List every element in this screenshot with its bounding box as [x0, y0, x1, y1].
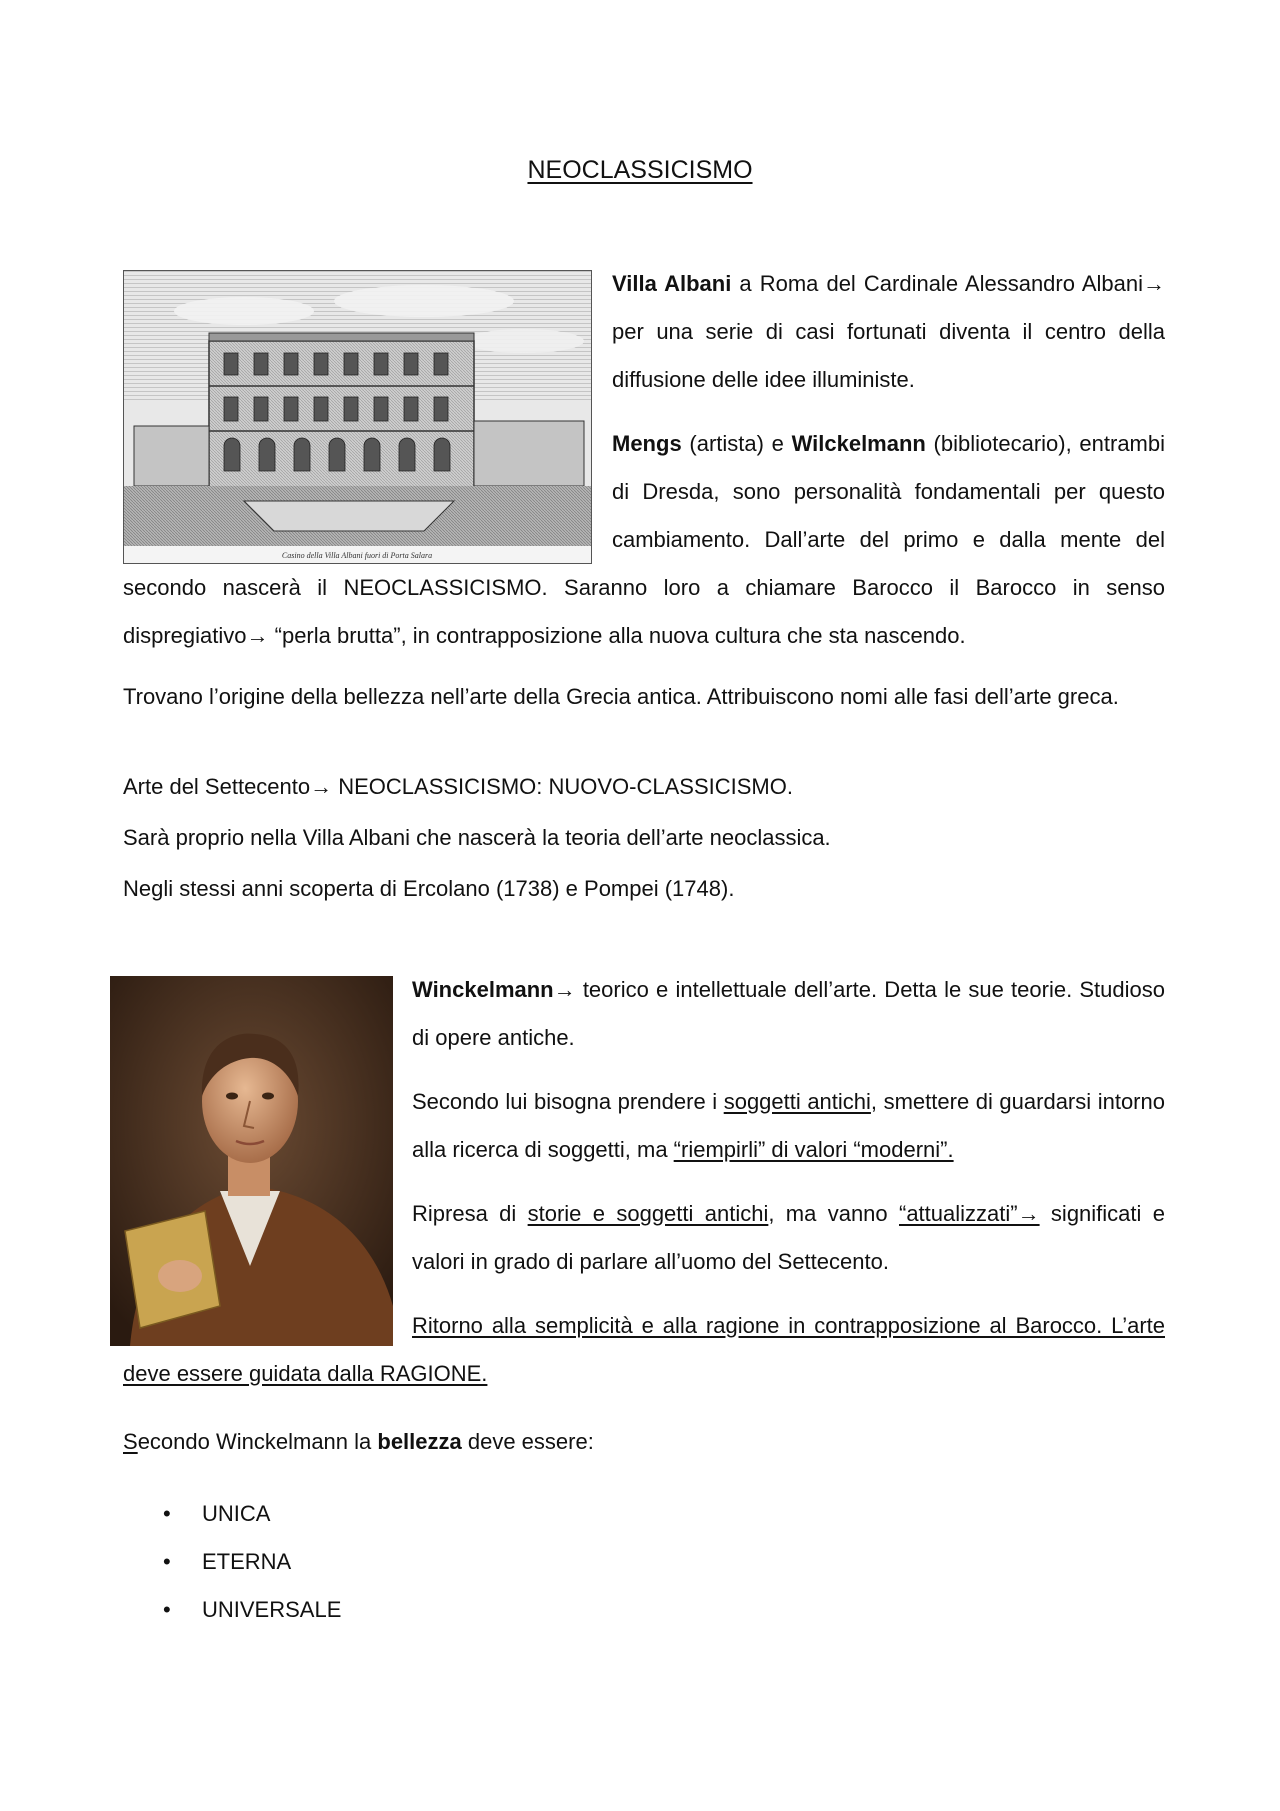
- p2-text-b: , smettere di guardarsi intorno alla ricerca di soggetti, ma: [412, 1089, 1165, 1162]
- list-item-label: UNIVERSALE: [202, 1597, 342, 1622]
- ercolano-paragraph: Negli stessi anni scoperta di Ercolano (1738) e Pompei (1748).: [123, 876, 735, 901]
- p2-underlined-2: “riempirli” di valori “moderni”.: [673, 1137, 954, 1162]
- winckelmann-intro-text: teorico e intellettuale dell’arte. Detta le sue teorie. Studioso di opere antiche.: [412, 977, 1165, 1050]
- p3-text-c: significati e valori in grado di parlare all’uomo del Settecento.: [412, 1201, 1165, 1274]
- bullet-icon: •: [163, 1549, 171, 1574]
- beauty-first-letter: S: [123, 1429, 138, 1454]
- mengs-mid: (artista) e: [681, 431, 792, 456]
- p3-underlined-2: “attualizzati”→: [899, 1201, 1040, 1226]
- winckelmann-portrait: [110, 976, 393, 1346]
- villa-albani-engraving: [123, 270, 592, 564]
- p2-text-a: Secondo lui bisogna prendere i: [412, 1089, 724, 1114]
- list-item: [160, 1586, 341, 1634]
- p3-text-b: , ma vanno: [768, 1201, 899, 1226]
- beauty-list: [160, 1490, 341, 1634]
- document-title: NEOCLASSICISMO: [527, 156, 753, 184]
- p3-underlined-1: storie e soggetti antichi: [527, 1201, 769, 1226]
- p3-text-a: Ripresa di: [412, 1201, 528, 1226]
- list-item-label: ETERNA: [202, 1549, 292, 1574]
- wilckelmann-name: Wilckelmann: [791, 431, 926, 456]
- villa-name: Villa Albani: [612, 271, 732, 296]
- beauty-paragraph: [123, 1425, 1165, 1459]
- engraving-caption: Casino della Villa Albani fuori di Porta Salara: [281, 551, 433, 560]
- villa-text: a Roma del Cardinale Alessandro Albani→ per una serie di casi fortunati diventa il centro della diffusione delle idee illuministe.: [612, 271, 1165, 392]
- winckelmann-reason-paragraph: Ritorno alla semplicità e alla ragione in contrapposizione al Barocco. L’arte deve essere guidata dalla RAGIONE.: [123, 1313, 1165, 1386]
- winckelmann-section: [123, 966, 1165, 1398]
- winckelmann-name: Winckelmann→: [412, 977, 576, 1002]
- bullet-icon: •: [163, 1501, 171, 1526]
- villa-albani-section: [123, 260, 1165, 660]
- villa-theory-paragraph: Sarà proprio nella Villa Albani che nascerà la teoria dell’arte neoclassica.: [123, 825, 831, 850]
- list-item: [160, 1490, 341, 1538]
- mengs-text: (bibliotecario), entrambi di Dresda, sono personalità fondamentali per questo cambiamento. Dall’arte del primo e dalla mente del secondo nascerà il NEOCLASSICISMO. Saranno loro a chiamare Barocco il Barocco in senso dispregiativo→ “perla brutta”, in contrapposizione alla nuova cultura che sta nascendo.: [123, 431, 1165, 648]
- settecento-paragraph: Arte del Settecento→ NEOCLASSICISMO: NUOVO-CLASSICISMO.: [123, 774, 793, 799]
- list-item-label: UNICA: [202, 1501, 271, 1526]
- p2-underlined-1: soggetti antichi: [723, 1089, 871, 1114]
- beauty-post: deve essere:: [461, 1429, 594, 1454]
- list-item: [160, 1538, 341, 1586]
- beauty-bold: bellezza: [377, 1429, 462, 1454]
- greek-origin-paragraph: Trovano l’origine della bellezza nell’arte della Grecia antica. Attribuiscono nomi alle fasi dell’arte greca.: [123, 684, 1119, 709]
- bullet-icon: •: [163, 1597, 171, 1622]
- mengs-name: Mengs: [612, 431, 682, 456]
- beauty-pre: econdo Winckelmann la: [137, 1429, 378, 1454]
